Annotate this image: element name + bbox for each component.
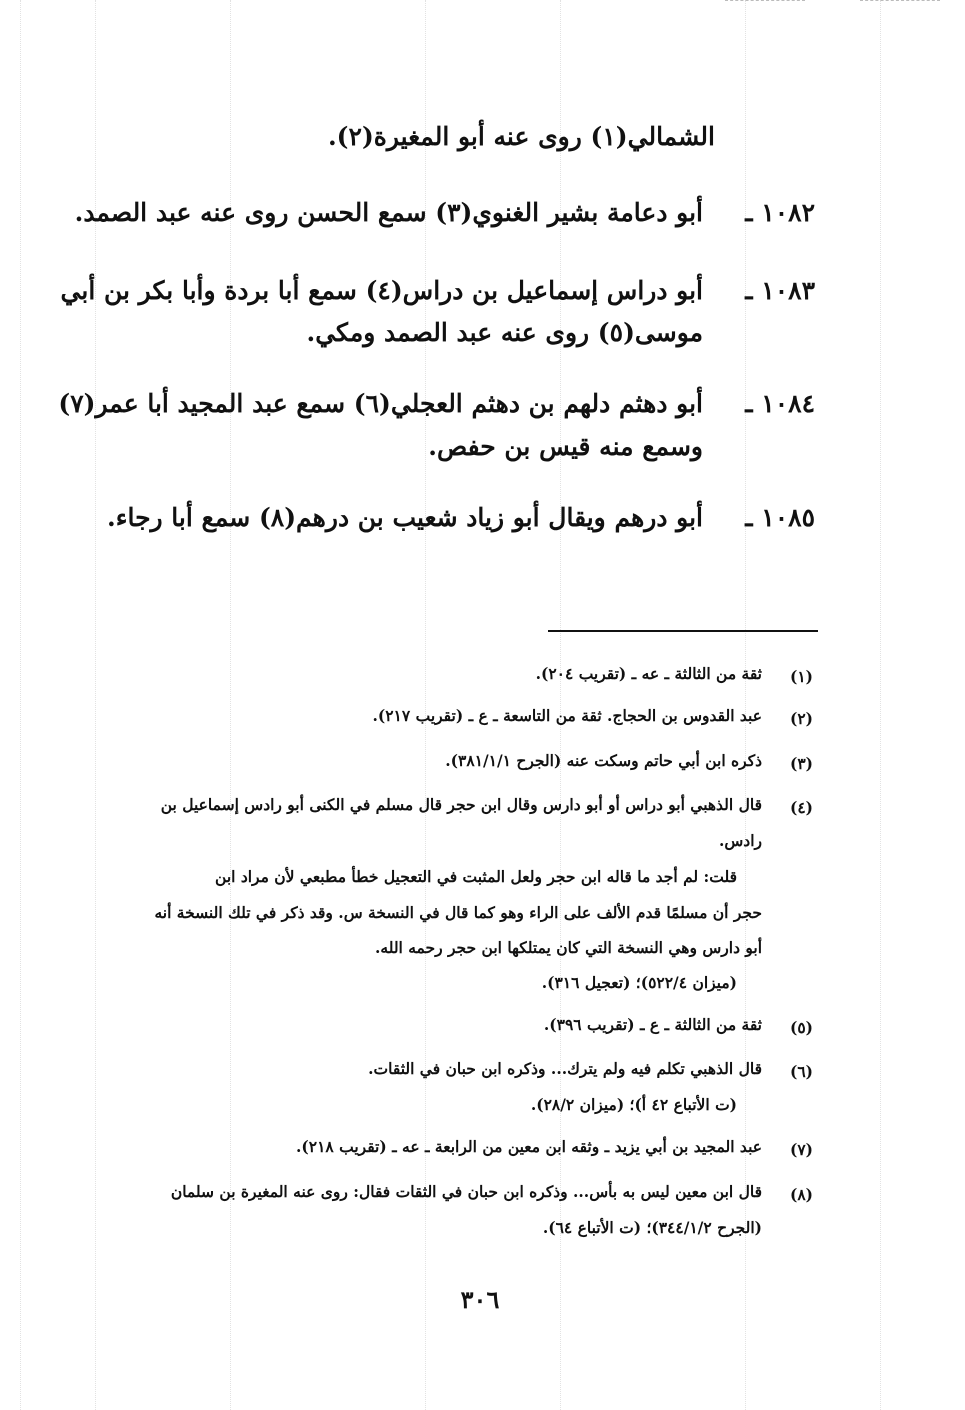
footnote-text: عبد المجيد بن أبي يزيد ـ وثقه ابن معين من الرابعة ـ عه ـ (تقريب ٢١٨). xyxy=(296,1137,762,1156)
footnote-text: ذكره ابن أبي حاتم وسكت عنه (الجرح ٣٨١/١/١). xyxy=(445,751,762,770)
entry-text: أبو دهثم دلهم بن دهثم العجلي(٦) سمع عبد المجيد أبا عمر(٧) xyxy=(58,389,703,418)
footnote-text: ثقة من الثالثة ـ ع ـ (تقريب ٣٩٦). xyxy=(543,1015,762,1034)
footnote-text: حجر أن مسلمًا قدم الألف على الراء وهو كما قال في النسخة س. وقد ذكر في تلك النسخة أنه xyxy=(154,903,762,922)
footnote-text: أبو دارس وهي النسخة التي كان يمتلكها ابن حجر رحمه الله. xyxy=(374,938,762,957)
footnote-number: (٨) xyxy=(789,1185,813,1204)
footnote-number: (٣) xyxy=(789,754,813,773)
main-line: الشمالي(١) روى عنه أبو المغيرة(٢). xyxy=(327,122,715,151)
entry-text: موسى(٥) روى عنه عبد الصمد ومكي. xyxy=(306,318,703,347)
entry-text: أبو دراس إسماعيل بن دراس(٤) سمع أبا بردة وأبا بكر بن أبي xyxy=(60,276,703,305)
footnote-number: (٦) xyxy=(789,1062,813,1081)
entry-text: أبو درهم ويقال أبو زياد شعيب بن درهم(٨) سمع أبا رجاء. xyxy=(107,503,703,532)
entry-number: ١٠٨٢ ـ xyxy=(745,198,815,227)
footnote-number: (٤) xyxy=(789,798,813,817)
scan-guide xyxy=(20,0,22,1410)
page-number: ٣٠٦ xyxy=(460,1285,500,1314)
footnote-number: (٧) xyxy=(789,1140,813,1159)
entry-text: أبو دعامة بشير الغنوي(٣) سمع الحسن روى عنه عبد الصمد. xyxy=(74,198,703,227)
footnote-text: قال ابن معين ليس به بأس... وذكره ابن حبان في الثقات فقال: روى عنه المغيرة بن سلمان xyxy=(170,1182,762,1201)
footnote-text: (ميزان ٥٢٢/٤)؛ (تعجيل ٣١٦). xyxy=(541,973,737,992)
entry-number: ١٠٨٣ ـ xyxy=(745,276,815,305)
footnote-number: (٥) xyxy=(789,1018,813,1037)
footnote-text: قال الذهبي أبو دراس أو أبو دارس وقال ابن حجر قال مسلم في الكنى أبو رادس إسماعيل بن xyxy=(160,795,762,814)
scan-guide xyxy=(860,0,940,2)
scan-guide xyxy=(725,0,805,2)
footnote-number: (٢) xyxy=(789,709,813,728)
footnote-text: ثقة من الثالثة ـ عه ـ (تقريب ٢٠٤). xyxy=(535,664,762,683)
footnote-text: قال الذهبي تكلم فيه ولم يترك... وذكره ابن حبان في الثقات. xyxy=(368,1059,762,1078)
footnote-text: عبد القدوس بن الحجاج. ثقة من التاسعة ـ ع ـ (تقريب ٢١٧). xyxy=(372,706,762,725)
footnote-number: (١) xyxy=(789,667,813,686)
footnote-text: (الجرح ٣٤٤/١/٢)؛ (ت الأتباع ٦٤). xyxy=(542,1218,762,1237)
entry-text: وسمع منه قيس بن حفص. xyxy=(428,432,703,461)
footnote-text: قلت: لم أجد ما قاله ابن حجر ولعل المثبت في التعجيل خطأ مطبعي لأن مراد ابن xyxy=(215,867,737,886)
scan-guide xyxy=(880,0,882,1410)
footnote-separator xyxy=(548,630,818,632)
footnote-text: رادس. xyxy=(718,831,762,850)
footnote-text: (ت الأتباع ٤٢ أ)؛ (ميزان ٢٨/٢). xyxy=(530,1095,737,1114)
entry-number: ١٠٨٥ ـ xyxy=(745,503,815,532)
entry-number: ١٠٨٤ ـ xyxy=(745,389,815,418)
